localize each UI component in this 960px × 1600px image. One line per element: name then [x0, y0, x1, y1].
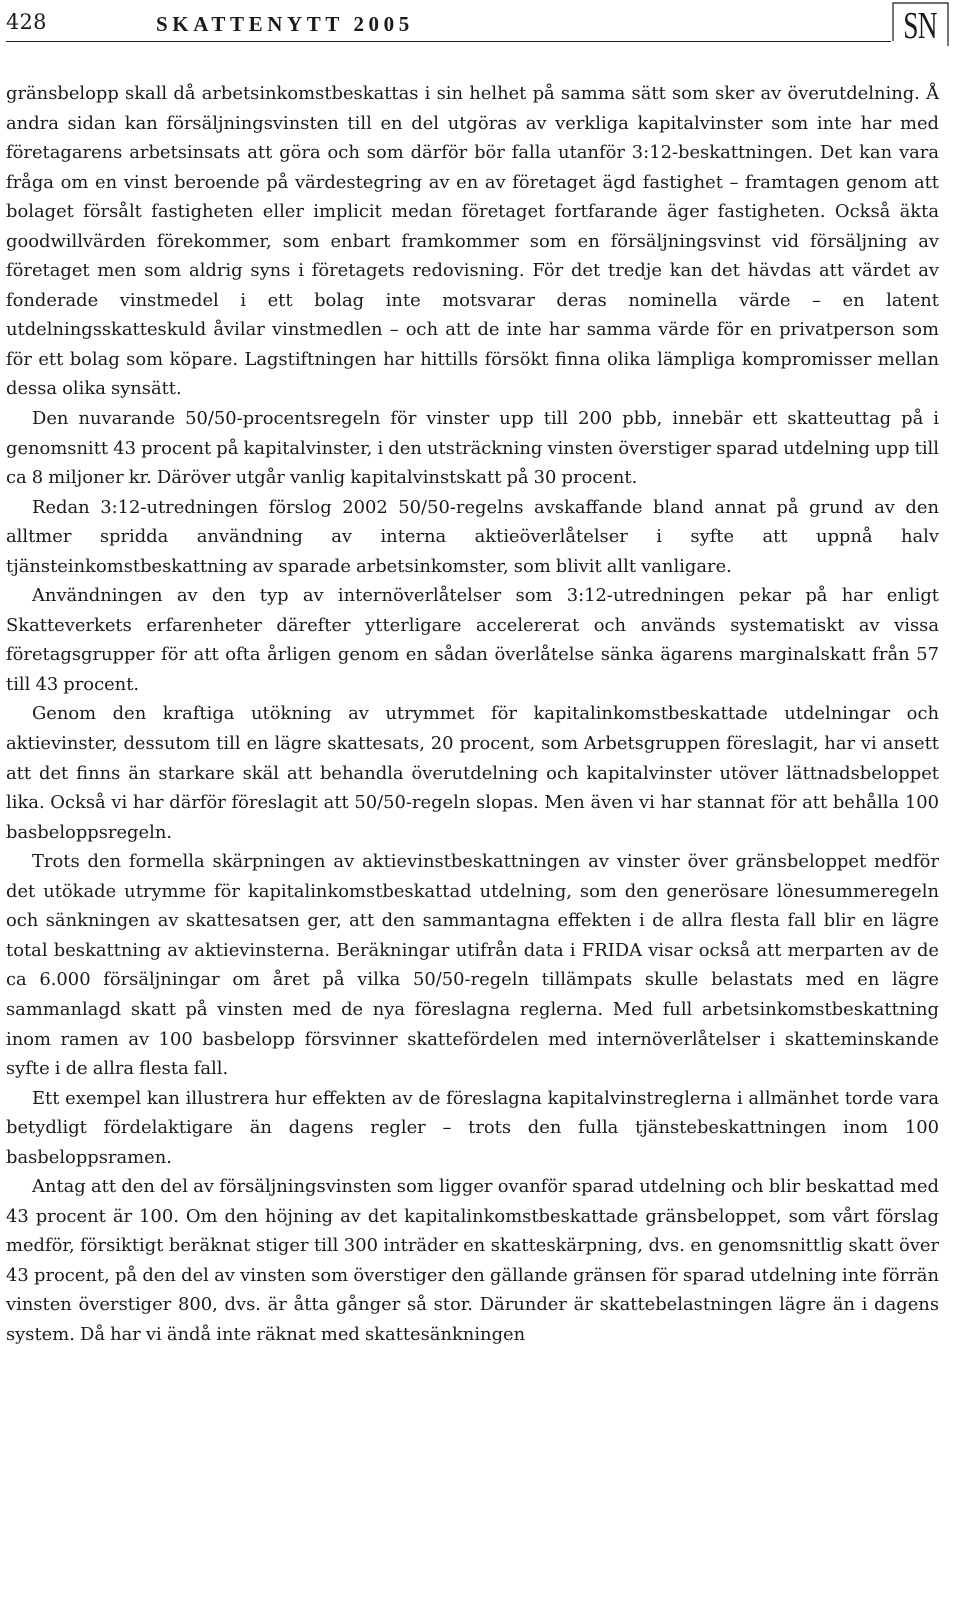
page-header	[6, 2, 954, 46]
paragraph: Redan 3:12-utredningen förslog 2002 50/50-regelns avskaffande bland annat på grund av den alltmer spridda användning av interna aktieöverlåtelser i syfte att uppnå halv tjänsteinkomstbeskattning av sparade arbetsinkomster, som blivit allt vanligare.	[6, 496, 939, 577]
header-rule	[6, 41, 891, 42]
paragraph: Antag att den del av försäljningsvinsten som ligger ovanför sparad utdelning och blir beskattad med 43 procent är 100. Om den höjning av det kapitalinkomstbeskattade gränsbeloppet, som vårt förslag medför, försiktigt beräknat stiger till 300 inträder en skatteskärpning, dvs. en genomsnittlig skatt över 43 procent, på den del av vinsten som överstiger den gällande gränsen för sparad utdelning inte förrän vinsten överstiger 800, dvs. är åtta gånger så stor. Därunder är skattebelastningen lägre än i dagens system. Då har vi ändå inte räknat med skattesänkningen	[6, 1176, 939, 1345]
paragraph: gränsbelopp skall då arbetsinkomstbeskattas i sin helhet på samma sätt som sker av överutdelning. Å andra sidan kan försäljningsvinsten till en del utgöras av verkliga kapitalvinster som inte har med företagarens arbetsinsats att göra och som därför bör falla utanför 3:12-beskattningen. Det kan vara fråga om en vinst beroende på värdestegring av en av företaget ägd fastighet – framtagen genom att bolaget försålt fastigheten eller implicit medan företaget fortfarande äger fastigheten. Också äkta goodwillvärden förekommer, som enbart framkommer som en försäljningsvinst vid försäljning av företaget men som aldrig syns i företagets redovisning. För det tredje kan det hävdas att värdet av fonderade vinstmedel i ett bolag inte motsvarar deras nominella värde – en latent utdelningsskatteskuld åvilar vinstmedlen – och att de inte har samma värde för en privatperson som för ett bolag som köpare. Lagstiftningen har hittills försökt finna olika lämpliga kompromisser mellan dessa olika synsätt.	[6, 83, 939, 400]
paragraph: Genom den kraftiga utökning av utrymmet för kapitalinkomstbeskattade utdelningar och aktievinster, dessutom till en lägre skattesats, 20 procent, som Arbetsgruppen föreslagit, har vi ansett att det finns än starkare skäl att behandla överutdelning och kapitalvinster utöver lättnadsbeloppet lika. Också vi har därför föreslagit att 50/50-regeln slopas. Men även vi har stannat för att behålla 100 basbeloppsregeln.	[6, 703, 939, 843]
paragraph: Användningen av den typ av internöverlåtelser som 3:12-utredningen pekar på har enligt Skatteverkets erfarenheter därefter ytterligare accelererat och används systematiskt av vissa företagsgrupper för att ofta årligen genom en sådan överlåtelse sänka ägarens marginalskatt från 57 till 43 procent.	[6, 585, 939, 695]
paragraph: Ett exempel kan illustrera hur effekten av de föreslagna kapitalvinstreglerna i allmänhet torde vara betydligt fördelaktigare än dagens regler – trots den fulla tjänstebeskattningen inom 100 basbeloppsramen.	[6, 1087, 939, 1168]
logo-letters: SN	[903, 5, 937, 47]
page-number: 428	[6, 10, 47, 34]
paragraph: Den nuvarande 50/50-procentsregeln för vinster upp till 200 pbb, innebär ett skatteuttag på i genomsnitt 43 procent på kapitalvinster, i den utsträckning vinsten överstiger sparad utdelning upp till ca 8 miljoner kr. Däröver utgår vanlig kapitalvinstskatt på 30 procent.	[6, 408, 939, 489]
article-body	[6, 79, 939, 1350]
running-title: SKATTENYTT 2005	[156, 12, 414, 36]
paragraph: Trots den formella skärpningen av aktievinstbeskattningen av vinster över gränsbeloppet medför det utökade utrymme för kapitalinkomstbeskattad utdelning, som den generösare lönesummeregeln och sänkningen av skattesatsen ger, att den sammantagna effekten i de allra flesta fall blir en lägre total beskattning av aktievinsterna. Beräkningar utifrån data i FRIDA visar också att merparten av de ca 6.000 försäljningar om året på vilka 50/50-regeln tillämpats skulle belastats med en lägre sammanlagd skatt på vinsten med de nya föreslagna reglerna. Med full arbetsinkomstbeskattning inom ramen av 100 basbelopp försvinner skattefördelen med internöverlåtelser i skatteminskande syfte i de allra flesta fall.	[6, 851, 939, 1080]
sn-logo	[892, 2, 950, 47]
